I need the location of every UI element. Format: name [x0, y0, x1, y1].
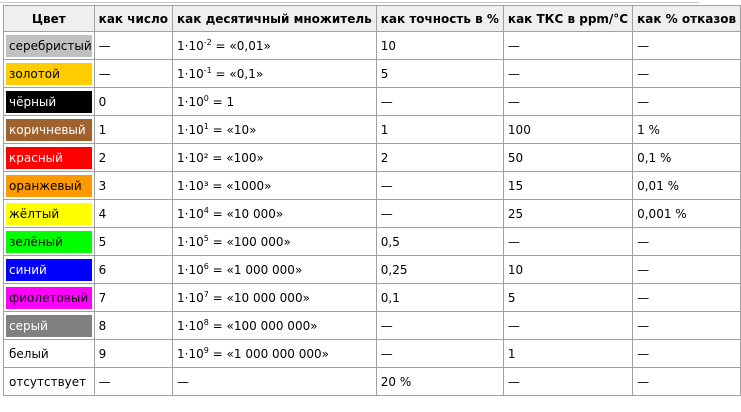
- color-name: зелёный: [6, 231, 92, 253]
- table-row: [4, 340, 741, 368]
- table-row: [4, 312, 741, 340]
- number-cell: 2: [94, 144, 172, 172]
- failure-rate-cell: —: [633, 256, 741, 284]
- multiplier-value: = «100 000»: [208, 234, 291, 249]
- multiplier-base: 1·10: [177, 66, 204, 81]
- color-name: золотой: [6, 63, 92, 85]
- multiplier-exponent: 0: [203, 93, 209, 103]
- top-border: [0, 0, 699, 3]
- color-name: синий: [6, 259, 92, 281]
- tolerance-cell: —: [376, 200, 503, 228]
- tolerance-cell: 5: [376, 60, 503, 88]
- multiplier-base: 1·10: [177, 262, 204, 277]
- multiplier-cell: [173, 116, 377, 144]
- table-row: [4, 228, 741, 256]
- color-name: чёрный: [6, 91, 92, 113]
- table-row: [4, 60, 741, 88]
- failure-rate-cell: —: [633, 284, 741, 312]
- color-swatch-cell: [4, 368, 95, 396]
- number-cell: —: [94, 32, 172, 60]
- multiplier-base: 1·10: [177, 290, 204, 305]
- tcr-cell: —: [503, 368, 632, 396]
- tcr-cell: —: [503, 228, 632, 256]
- multiplier-exponent: 5: [203, 233, 209, 243]
- tolerance-cell: 0,5: [376, 228, 503, 256]
- number-cell: 4: [94, 200, 172, 228]
- table-row: [4, 200, 741, 228]
- tcr-cell: —: [503, 32, 632, 60]
- failure-rate-cell: —: [633, 32, 741, 60]
- multiplier-value: = 1: [208, 94, 235, 109]
- tcr-cell: 50: [503, 144, 632, 172]
- multiplier-cell: [173, 312, 377, 340]
- multiplier-exponent: 8: [203, 317, 209, 327]
- multiplier-base: 1·10: [177, 206, 204, 221]
- table-row: [4, 284, 741, 312]
- color-name: оранжевый: [6, 175, 92, 197]
- header-multiplier: как десятичный множитель: [173, 6, 377, 32]
- failure-rate-cell: —: [633, 60, 741, 88]
- color-swatch-cell: [4, 88, 95, 116]
- tcr-cell: —: [503, 60, 632, 88]
- tolerance-cell: —: [376, 172, 503, 200]
- multiplier-exponent: 1: [203, 121, 209, 131]
- header-number: как число: [94, 6, 172, 32]
- tolerance-cell: 0,25: [376, 256, 503, 284]
- color-name: красный: [6, 147, 92, 169]
- color-swatch-cell: [4, 172, 95, 200]
- multiplier-cell: [173, 228, 377, 256]
- number-cell: 8: [94, 312, 172, 340]
- multiplier-exponent: 6: [203, 261, 209, 271]
- multiplier-cell: [173, 88, 377, 116]
- tcr-cell: —: [503, 88, 632, 116]
- failure-rate-cell: —: [633, 340, 741, 368]
- tolerance-cell: —: [376, 312, 503, 340]
- tcr-cell: 15: [503, 172, 632, 200]
- tcr-cell: 25: [503, 200, 632, 228]
- multiplier-base: 1·10: [177, 234, 204, 249]
- multiplier-cell: [173, 340, 377, 368]
- header-row: [4, 6, 741, 32]
- color-name: жёлтый: [6, 203, 92, 225]
- tolerance-cell: 10: [376, 32, 503, 60]
- multiplier-cell: [173, 256, 377, 284]
- failure-rate-cell: —: [633, 312, 741, 340]
- failure-rate-cell: 0,001 %: [633, 200, 741, 228]
- multiplier-exponent: 7: [203, 289, 209, 299]
- color-swatch-cell: [4, 116, 95, 144]
- multiplier-base: 1·10² = «100»: [177, 150, 264, 165]
- multiplier-cell: [173, 144, 377, 172]
- multiplier-base: —: [177, 374, 190, 389]
- header-color: Цвет: [4, 6, 95, 32]
- number-cell: —: [94, 368, 172, 396]
- color-swatch-cell: [4, 228, 95, 256]
- multiplier-value: = «10 000 000»: [208, 290, 310, 305]
- multiplier-value: = «100 000 000»: [208, 318, 318, 333]
- color-name: серый: [6, 315, 92, 337]
- color-name: отсутствует: [6, 371, 92, 393]
- color-swatch-cell: [4, 32, 95, 60]
- resistor-color-code-table: [3, 5, 741, 396]
- color-swatch-cell: [4, 312, 95, 340]
- tcr-cell: 100: [503, 116, 632, 144]
- tolerance-cell: 1: [376, 116, 503, 144]
- tcr-cell: 1: [503, 340, 632, 368]
- number-cell: 6: [94, 256, 172, 284]
- failure-rate-cell: —: [633, 88, 741, 116]
- tolerance-cell: 0,1: [376, 284, 503, 312]
- color-swatch-cell: [4, 340, 95, 368]
- tolerance-cell: 2: [376, 144, 503, 172]
- multiplier-exponent: -2: [203, 37, 212, 47]
- color-name: белый: [6, 343, 92, 365]
- tolerance-cell: 20 %: [376, 368, 503, 396]
- color-name: серебристый: [6, 35, 92, 57]
- color-swatch-cell: [4, 256, 95, 284]
- color-name: фиолетовый: [6, 287, 92, 309]
- tolerance-cell: —: [376, 88, 503, 116]
- failure-rate-cell: —: [633, 228, 741, 256]
- tcr-cell: 10: [503, 256, 632, 284]
- header-failure-rate: как % отказов: [633, 6, 741, 32]
- table-row: [4, 116, 741, 144]
- multiplier-cell: [173, 32, 377, 60]
- table-row: [4, 172, 741, 200]
- failure-rate-cell: 0,1 %: [633, 144, 741, 172]
- number-cell: 0: [94, 88, 172, 116]
- multiplier-value: = «0,1»: [211, 66, 264, 81]
- multiplier-base: 1·10: [177, 346, 204, 361]
- multiplier-value: = «1 000 000 000»: [208, 346, 330, 361]
- table-row: [4, 32, 741, 60]
- multiplier-base: 1·10: [177, 38, 204, 53]
- multiplier-value: = «1 000 000»: [208, 262, 303, 277]
- multiplier-exponent: 9: [203, 345, 209, 355]
- color-name: коричневый: [6, 119, 92, 141]
- number-cell: 5: [94, 228, 172, 256]
- header-tolerance: как точность в %: [376, 6, 503, 32]
- number-cell: 1: [94, 116, 172, 144]
- multiplier-value: = «10»: [208, 122, 257, 137]
- table-row: [4, 144, 741, 172]
- number-cell: —: [94, 60, 172, 88]
- multiplier-value: = «10 000»: [208, 206, 284, 221]
- number-cell: 9: [94, 340, 172, 368]
- tolerance-cell: —: [376, 340, 503, 368]
- multiplier-cell: [173, 60, 377, 88]
- color-swatch-cell: [4, 144, 95, 172]
- number-cell: 7: [94, 284, 172, 312]
- multiplier-exponent: -1: [203, 65, 212, 75]
- multiplier-base: 1·10³ = «1000»: [177, 178, 272, 193]
- multiplier-base: 1·10: [177, 318, 204, 333]
- tcr-cell: 5: [503, 284, 632, 312]
- multiplier-base: 1·10: [177, 122, 204, 137]
- multiplier-base: 1·10: [177, 94, 204, 109]
- failure-rate-cell: —: [633, 368, 741, 396]
- color-swatch-cell: [4, 60, 95, 88]
- multiplier-value: = «0,01»: [211, 38, 271, 53]
- table-row: [4, 368, 741, 396]
- table-row: [4, 88, 741, 116]
- multiplier-cell: [173, 172, 377, 200]
- failure-rate-cell: 1 %: [633, 116, 741, 144]
- header-tcr: как ТКС в ppm/°C: [503, 6, 632, 32]
- color-swatch-cell: [4, 284, 95, 312]
- multiplier-cell: [173, 200, 377, 228]
- multiplier-cell: [173, 284, 377, 312]
- multiplier-cell: [173, 368, 377, 396]
- failure-rate-cell: 0,01 %: [633, 172, 741, 200]
- table-row: [4, 256, 741, 284]
- multiplier-exponent: 4: [203, 205, 209, 215]
- color-swatch-cell: [4, 200, 95, 228]
- number-cell: 3: [94, 172, 172, 200]
- tcr-cell: —: [503, 312, 632, 340]
